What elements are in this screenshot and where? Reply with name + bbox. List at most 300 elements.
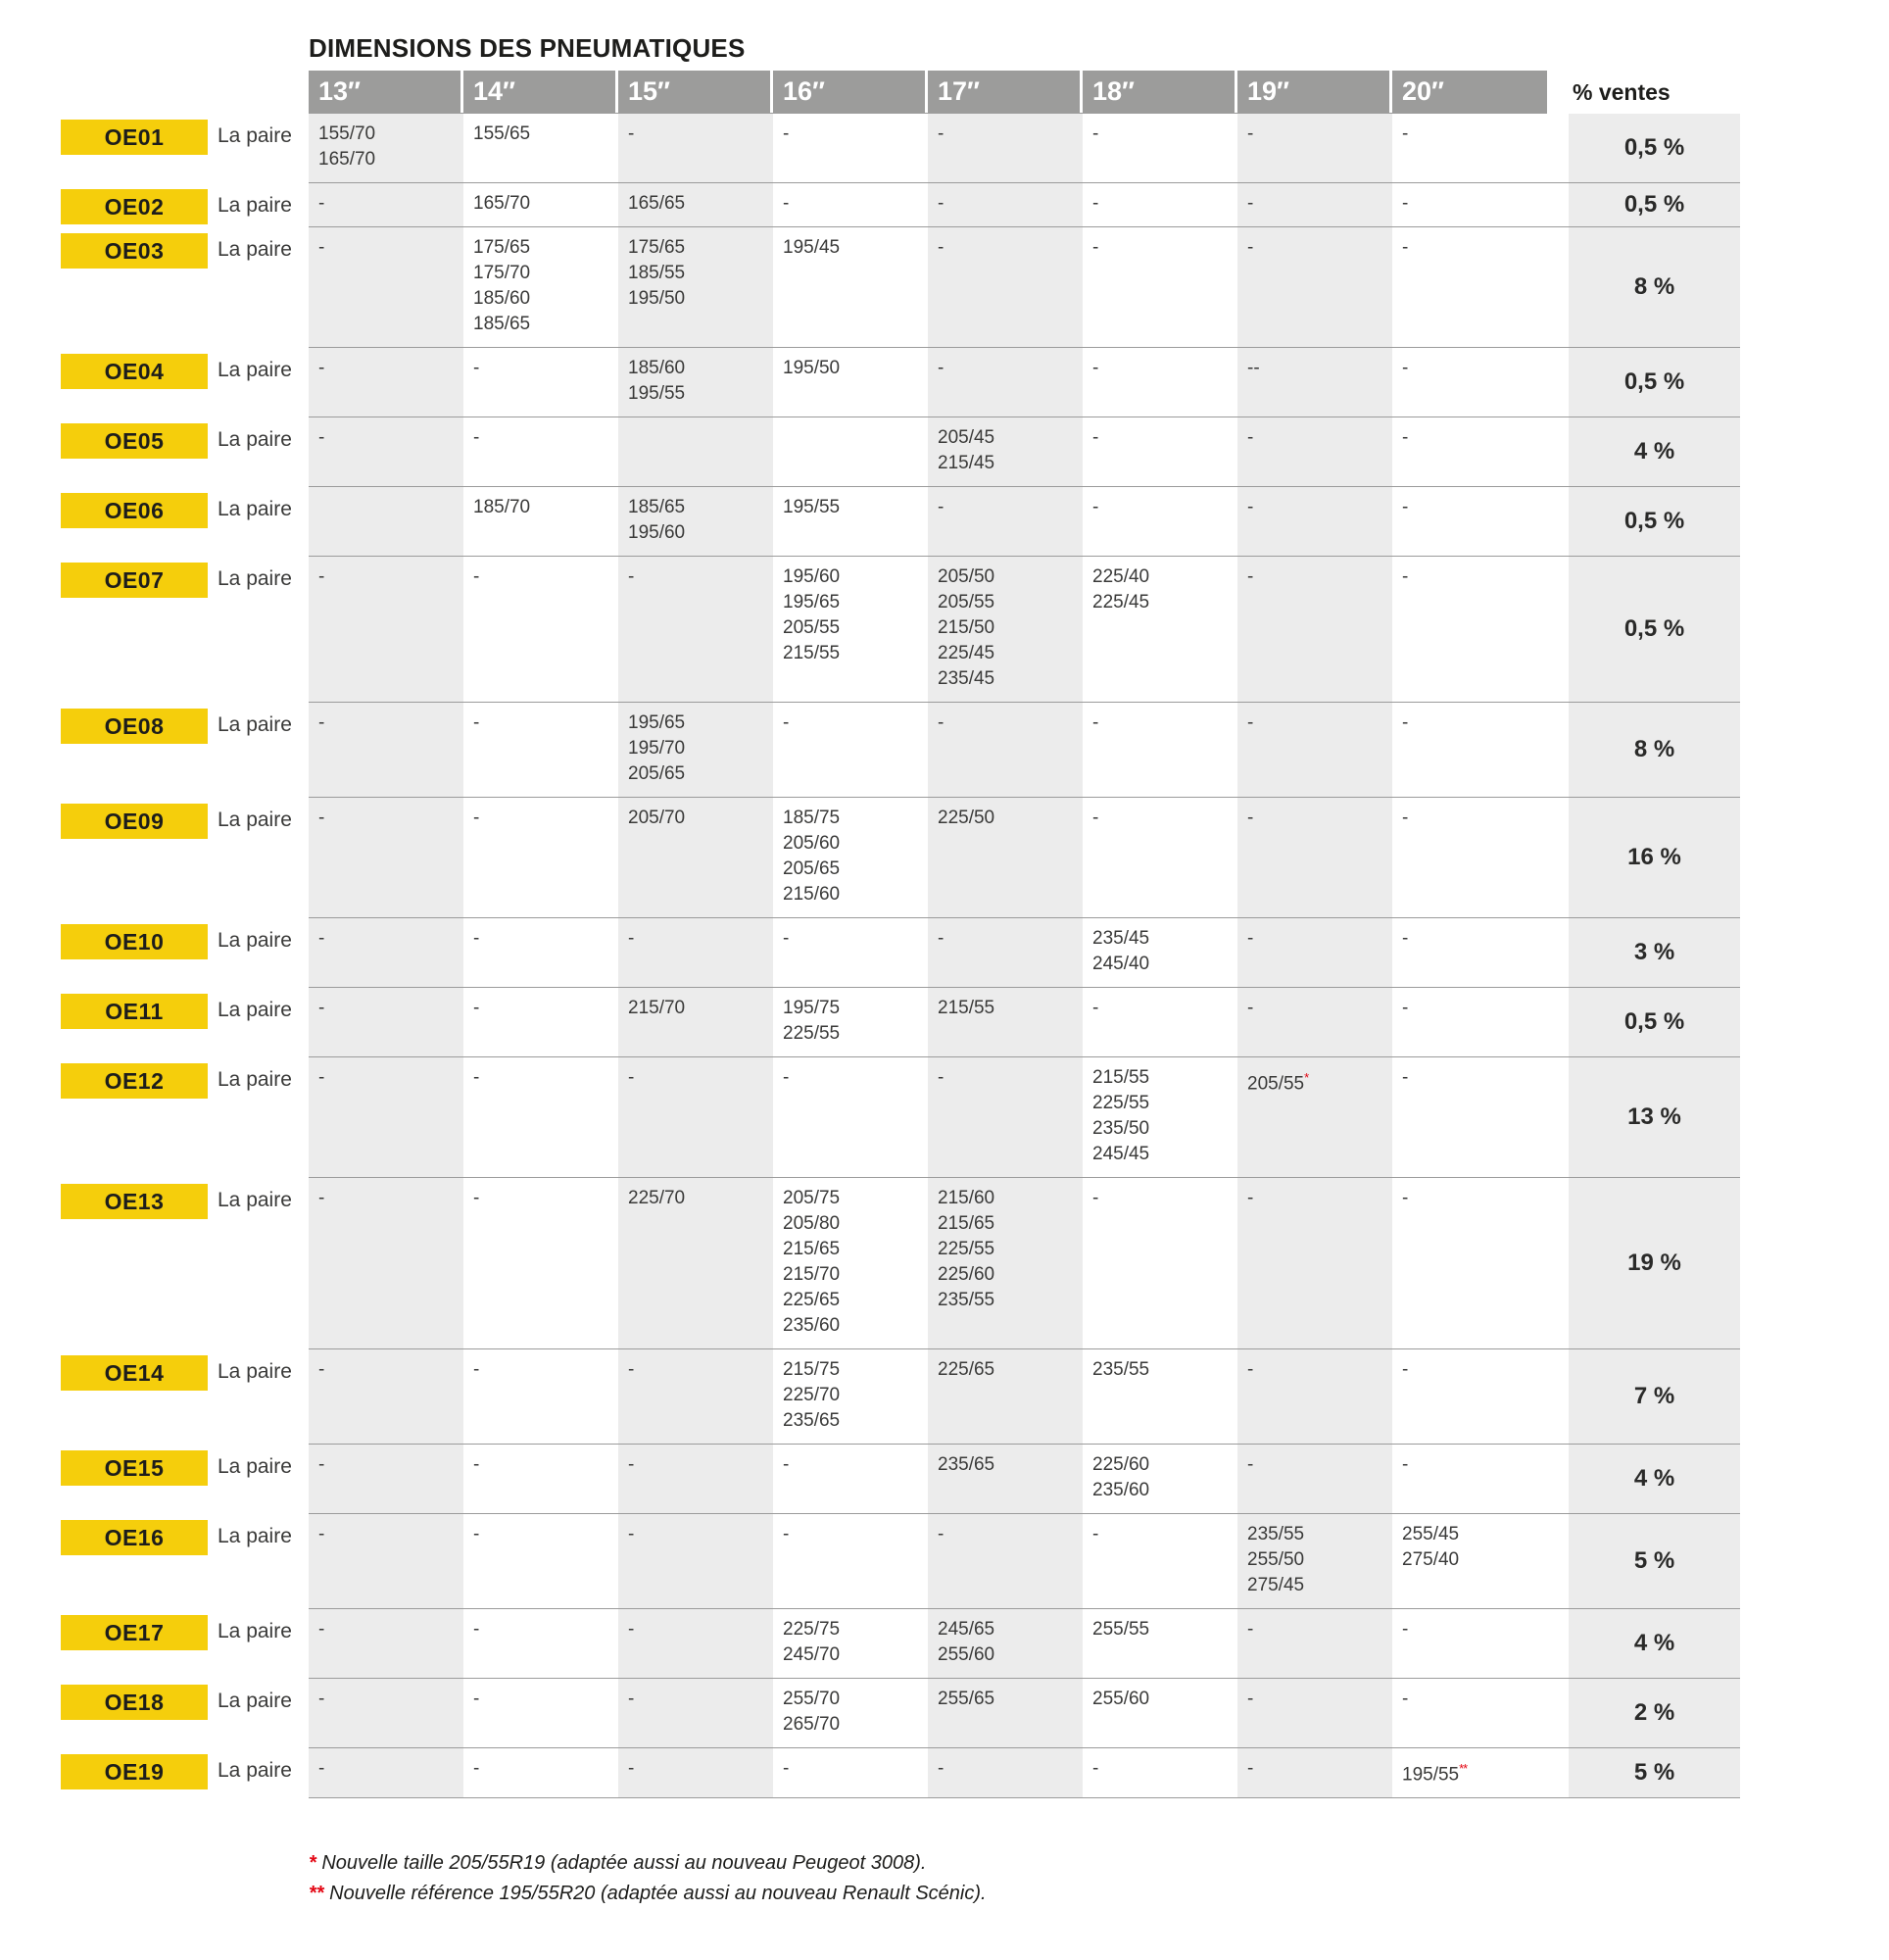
tyre-size-value: -: [473, 808, 480, 828]
size-cell-15in: [618, 1445, 773, 1513]
unit-label: La paire: [218, 359, 292, 381]
tyre-size-value: -: [938, 1758, 944, 1779]
tyre-size-value: -: [473, 1067, 480, 1088]
size-cell-14in: [463, 1349, 618, 1444]
row-code-badge: OE08: [61, 709, 208, 744]
tyre-size-value: -: [473, 1454, 480, 1475]
tyre-size-value: --: [1247, 358, 1260, 378]
size-cell-18in: [1083, 703, 1237, 797]
tyre-size-value: 205/75: [783, 1188, 841, 1208]
size-column-headers: [309, 71, 1547, 114]
unit-label: La paire: [218, 1690, 292, 1712]
tyre-size-value: -: [1402, 1454, 1409, 1475]
table-row: [61, 487, 1740, 557]
size-cell-19in: [1237, 703, 1392, 797]
sales-percentage-cell: 8 %: [1569, 703, 1740, 797]
footnote: [309, 1848, 987, 1879]
sales-percentage-cell: 4 %: [1569, 417, 1740, 486]
tyre-size-value: 235/65: [783, 1410, 841, 1431]
size-cell-15in: [618, 114, 773, 182]
row-label-zone: [61, 417, 309, 487]
row-column-gap: [1547, 1514, 1569, 1608]
table-row: [61, 918, 1740, 988]
tyre-size-value: -: [783, 712, 790, 733]
size-cell-17in: [928, 1178, 1083, 1348]
tyre-size-value: -: [938, 712, 944, 733]
size-cell-18in: [1083, 1057, 1237, 1177]
size-cell-18in: [1083, 114, 1237, 182]
tyre-size-value: -: [628, 1067, 635, 1088]
size-cell-20in: [1392, 1445, 1547, 1513]
tyre-size-value: 195/50: [628, 288, 686, 309]
unit-label: La paire: [218, 1759, 292, 1782]
column-header-18in: 18″: [1083, 71, 1237, 113]
tyre-size-value: -: [1247, 1619, 1254, 1640]
tyre-size-value: 235/65: [938, 1454, 995, 1475]
row-code-badge: OE15: [61, 1450, 208, 1486]
tyre-size-value: -: [318, 237, 325, 258]
size-cell-14in: [463, 557, 618, 702]
sales-percentage-cell: 13 %: [1569, 1057, 1740, 1177]
footnote-marker: **: [309, 1883, 330, 1904]
tyre-size-value: 175/70: [473, 263, 531, 283]
tyre-size-value: 195/75: [783, 998, 841, 1018]
row-body: [309, 798, 1740, 918]
size-cell-16in: [773, 557, 928, 702]
tyre-size-value: 205/50: [938, 566, 995, 587]
tyre-size-value: 215/60: [783, 884, 841, 905]
tyre-size-value: 205/65: [783, 858, 841, 879]
row-label-zone: [61, 227, 309, 348]
size-cell-20in: [1392, 703, 1547, 797]
tyre-size-value: 255/50: [1247, 1549, 1305, 1570]
tyre-size-value: -: [1247, 712, 1254, 733]
size-cell-15in: [618, 1057, 773, 1177]
size-cell-19in: [1237, 1349, 1392, 1444]
unit-label: La paire: [218, 567, 292, 590]
size-cell-19in: [1237, 557, 1392, 702]
tyre-size-value: 165/65: [628, 193, 686, 214]
sales-percentage-cell: 2 %: [1569, 1679, 1740, 1747]
size-cell-19in: [1237, 183, 1392, 226]
tyre-size-value: 225/45: [938, 643, 995, 663]
tyre-size-value: 185/55: [628, 263, 686, 283]
tyre-size-value: 225/60: [1092, 1454, 1150, 1475]
tyre-size-value: -: [938, 193, 944, 214]
size-cell-20in: [1392, 1514, 1547, 1608]
row-code-badge: OE18: [61, 1685, 208, 1720]
size-cell-19in: [1237, 487, 1392, 556]
sales-percentage-cell: 0,5 %: [1569, 348, 1740, 416]
size-cell-18in: [1083, 1178, 1237, 1348]
row-label-zone: [61, 1349, 309, 1445]
tyre-size-value: -: [783, 193, 790, 214]
size-cell-19in: [1237, 1445, 1392, 1513]
size-cell-20in: [1392, 417, 1547, 486]
row-body: [309, 1445, 1740, 1514]
tyre-size-value: 255/65: [938, 1689, 995, 1709]
tyre-size-value: 205/55: [783, 617, 841, 638]
tyre-size-value: 215/70: [628, 998, 686, 1018]
size-cell-17in: [928, 417, 1083, 486]
size-cell-16in: [773, 348, 928, 416]
size-cell-20in: [1392, 988, 1547, 1056]
tyre-size-value: -: [628, 1359, 635, 1380]
row-column-gap: [1547, 227, 1569, 347]
sales-percentage-cell: 5 %: [1569, 1748, 1740, 1797]
size-cell-17in: [928, 487, 1083, 556]
row-body: [309, 557, 1740, 703]
tyre-size-value: 235/45: [1092, 928, 1150, 949]
tyre-size-value: -: [938, 497, 944, 517]
size-cell-15in: [618, 1609, 773, 1678]
tyre-size-value: -: [1402, 998, 1409, 1018]
sales-percentage-cell: 0,5 %: [1569, 487, 1740, 556]
tyre-size-value: -: [783, 123, 790, 144]
row-column-gap: [1547, 348, 1569, 416]
tyre-size-value: 195/55: [783, 497, 841, 517]
unit-label: La paire: [218, 428, 292, 451]
row-label-zone: [61, 114, 309, 183]
tyre-size-value: -: [318, 566, 325, 587]
tyre-size-value: -: [1247, 427, 1254, 448]
table-row: [61, 1679, 1740, 1748]
tyre-size-value: -: [473, 998, 480, 1018]
tyre-size-value: 205/55: [938, 592, 995, 612]
tyre-size-value: -: [1247, 998, 1254, 1018]
size-cell-18in: [1083, 183, 1237, 226]
size-cell-14in: [463, 348, 618, 416]
size-cell-15in: [618, 703, 773, 797]
size-cell-13in: [309, 1445, 463, 1513]
tyre-size-value: -: [318, 358, 325, 378]
table-row: [61, 1349, 1740, 1445]
size-cell-17in: [928, 798, 1083, 917]
row-column-gap: [1547, 918, 1569, 987]
row-column-gap: [1547, 417, 1569, 486]
page-title: DIMENSIONS DES PNEUMATIQUES: [309, 33, 746, 63]
size-cell-13in: [309, 918, 463, 987]
row-body: [309, 988, 1740, 1057]
size-cell-16in: [773, 703, 928, 797]
size-cell-14in: [463, 1445, 618, 1513]
tyre-size-value: -: [473, 566, 480, 587]
tyre-dimensions-table: [61, 71, 1740, 1798]
tyre-size-value: -: [783, 1454, 790, 1475]
tyre-size-value: 195/50: [783, 358, 841, 378]
tyre-size-value: -: [1402, 1359, 1409, 1380]
tyre-size-value: -: [1092, 358, 1099, 378]
size-cell-15in: [618, 487, 773, 556]
size-cell-17in: [928, 703, 1083, 797]
size-cell-18in: [1083, 1514, 1237, 1608]
size-cell-15in: [618, 557, 773, 702]
row-code-badge: OE01: [61, 120, 208, 155]
tyre-size-value: 175/65: [473, 237, 531, 258]
size-cell-16in: [773, 417, 928, 486]
size-cell-16in: [773, 227, 928, 347]
size-cell-20in: [1392, 1679, 1547, 1747]
footnote-text: Nouvelle taille 205/55R19 (adaptée aussi au nouveau Peugeot 3008).: [321, 1852, 927, 1874]
tyre-size-value: -: [938, 1067, 944, 1088]
row-code-badge: OE13: [61, 1184, 208, 1219]
row-column-gap: [1547, 1748, 1569, 1797]
size-cell-18in: [1083, 1679, 1237, 1747]
tyre-size-value: 225/50: [938, 808, 995, 828]
tyre-size-value: -: [938, 928, 944, 949]
column-header-19in: 19″: [1237, 71, 1392, 113]
tyre-size-value: 225/55: [938, 1239, 995, 1259]
size-cell-13in: [309, 1178, 463, 1348]
size-cell-13in: [309, 1057, 463, 1177]
tyre-size-value: 205/45: [938, 427, 995, 448]
size-cell-19in: [1237, 114, 1392, 182]
size-cell-14in: [463, 227, 618, 347]
tyre-size-value: -: [473, 1359, 480, 1380]
tyre-size-value: 225/45: [1092, 592, 1150, 612]
unit-label: La paire: [218, 124, 292, 147]
size-cell-13in: [309, 487, 463, 556]
size-cell-13in: [309, 1609, 463, 1678]
row-body: [309, 348, 1740, 417]
size-cell-15in: [618, 1178, 773, 1348]
row-body: [309, 1514, 1740, 1609]
tyre-size-value: -: [1247, 928, 1254, 949]
tyre-size-value: 195/45: [783, 237, 841, 258]
tyre-size-value: 215/60: [938, 1188, 995, 1208]
row-column-gap: [1547, 557, 1569, 702]
size-cell-19in: [1237, 1057, 1392, 1177]
tyre-size-value: 215/55: [783, 643, 841, 663]
tyre-size-value: 185/75: [783, 808, 841, 828]
tyre-size-value: -: [1247, 193, 1254, 214]
size-cell-14in: [463, 1609, 618, 1678]
header-column-gap: [1547, 71, 1569, 114]
row-label-zone: [61, 1178, 309, 1349]
size-cell-18in: [1083, 918, 1237, 987]
unit-label: La paire: [218, 498, 292, 520]
unit-label: La paire: [218, 1455, 292, 1478]
table-row: [61, 417, 1740, 487]
footnote: [309, 1879, 987, 1909]
size-cell-17in: [928, 988, 1083, 1056]
tyre-size-value: 225/70: [783, 1385, 841, 1405]
table-row: [61, 114, 1740, 183]
size-cell-14in: [463, 1178, 618, 1348]
size-cell-16in: [773, 1748, 928, 1797]
row-label-zone: [61, 1609, 309, 1679]
tyre-size-value: 185/60: [473, 288, 531, 309]
row-label-zone: [61, 1057, 309, 1178]
tyre-size-value: -: [1092, 1188, 1099, 1208]
size-cell-16in: [773, 487, 928, 556]
row-label-zone: [61, 988, 309, 1057]
row-column-gap: [1547, 183, 1569, 226]
tyre-size-value: -: [1402, 497, 1409, 517]
size-cell-16in: [773, 1349, 928, 1444]
tyre-size-value: 175/65: [628, 237, 686, 258]
tyre-size-value: -: [1402, 928, 1409, 949]
size-cell-14in: [463, 1057, 618, 1177]
size-cell-14in: [463, 114, 618, 182]
size-cell-16in: [773, 1679, 928, 1747]
row-body: [309, 417, 1740, 487]
size-cell-17in: [928, 227, 1083, 347]
size-cell-13in: [309, 1514, 463, 1608]
tyre-size-value: -: [938, 237, 944, 258]
size-cell-18in: [1083, 798, 1237, 917]
tyre-size-value: -: [1402, 123, 1409, 144]
tyre-size-value: -: [318, 1689, 325, 1709]
unit-label: La paire: [218, 1525, 292, 1547]
tyre-size-value: -: [318, 928, 325, 949]
tyre-size-value: -: [1092, 808, 1099, 828]
tyre-size-value: -: [473, 712, 480, 733]
unit-label: La paire: [218, 1068, 292, 1091]
tyre-size-value: 185/65: [473, 314, 531, 334]
size-cell-20in: [1392, 114, 1547, 182]
table-row: [61, 703, 1740, 798]
size-cell-18in: [1083, 227, 1237, 347]
row-label-zone: [61, 1748, 309, 1798]
unit-label: La paire: [218, 929, 292, 952]
tyre-size-value: 235/50: [1092, 1118, 1150, 1139]
tyre-size-value: 225/55: [1092, 1093, 1150, 1113]
size-cell-14in: [463, 417, 618, 486]
tyre-size-value: 265/70: [783, 1714, 841, 1735]
size-cell-14in: [463, 798, 618, 917]
tyre-size-value: 195/65: [628, 712, 686, 733]
tyre-size-value: -: [318, 1359, 325, 1380]
tyre-size-value: 245/65: [938, 1619, 995, 1640]
tyre-size-value: -: [1092, 427, 1099, 448]
tyre-size-value: 225/75: [783, 1619, 841, 1640]
column-header-20in: 20″: [1392, 71, 1547, 113]
tyre-size-value: -: [1092, 1758, 1099, 1779]
size-cell-13in: [309, 988, 463, 1056]
size-cell-19in: [1237, 1609, 1392, 1678]
tyre-size-value: -: [473, 358, 480, 378]
tyre-size-value: -: [1247, 808, 1254, 828]
size-cell-19in: [1237, 1514, 1392, 1608]
table-row: [61, 1445, 1740, 1514]
row-body: [309, 183, 1740, 227]
tyre-size-value: -: [473, 1524, 480, 1544]
table-row: [61, 1748, 1740, 1798]
tyre-size-value: 205/70: [628, 808, 686, 828]
sales-percentage-cell: 7 %: [1569, 1349, 1740, 1444]
row-label-zone: [61, 1514, 309, 1609]
tyre-size-value: 215/65: [938, 1213, 995, 1234]
row-label-zone: [61, 557, 309, 703]
column-header-13in: 13″: [309, 71, 463, 113]
sales-percentage-cell: 0,5 %: [1569, 183, 1740, 226]
tyre-size-value: 235/55: [1092, 1359, 1150, 1380]
tyre-size-value: -: [473, 928, 480, 949]
row-body: [309, 1057, 1740, 1178]
size-cell-14in: [463, 918, 618, 987]
tyre-size-value: 235/55: [1247, 1524, 1305, 1544]
tyre-size-value: -: [1402, 566, 1409, 587]
row-column-gap: [1547, 988, 1569, 1056]
size-cell-18in: [1083, 988, 1237, 1056]
size-cell-19in: [1237, 1748, 1392, 1797]
footnote-marker: *: [309, 1852, 322, 1874]
tyre-size-value: -: [1247, 1359, 1254, 1380]
tyre-size-value: -: [1247, 1454, 1254, 1475]
size-cell-20in: [1392, 918, 1547, 987]
size-cell-20in: [1392, 798, 1547, 917]
tyre-size-value: -: [473, 1689, 480, 1709]
tyre-size-value: 195/60: [628, 522, 686, 543]
row-column-gap: [1547, 703, 1569, 797]
tyre-size-value: -: [318, 193, 325, 214]
tyre-size-value: 195/55**: [1402, 1761, 1468, 1786]
size-cell-15in: [618, 1679, 773, 1747]
sales-percentage-cell: 5 %: [1569, 1514, 1740, 1608]
size-cell-18in: [1083, 1748, 1237, 1797]
size-cell-18in: [1083, 1445, 1237, 1513]
tyre-size-value: 245/45: [1092, 1144, 1150, 1164]
tyre-size-value: -: [1247, 1689, 1254, 1709]
size-cell-15in: [618, 183, 773, 226]
row-body: [309, 1679, 1740, 1748]
row-body: [309, 1178, 1740, 1349]
tyre-size-value: -: [1247, 497, 1254, 517]
tyre-size-value: -: [938, 1524, 944, 1544]
tyre-size-value: -: [318, 808, 325, 828]
sales-percentage-cell: 4 %: [1569, 1609, 1740, 1678]
header-label-spacer: [61, 71, 309, 114]
size-cell-14in: [463, 1679, 618, 1747]
row-body: [309, 227, 1740, 348]
tyre-size-value: -: [1092, 497, 1099, 517]
tyre-size-value: -: [628, 566, 635, 587]
tyre-size-value: 275/40: [1402, 1549, 1460, 1570]
tyre-size-value: 255/60: [1092, 1689, 1150, 1709]
tyre-size-value: -: [938, 123, 944, 144]
tyre-size-value: -: [318, 1619, 325, 1640]
row-code-badge: OE09: [61, 804, 208, 839]
tyre-size-value: -: [783, 1758, 790, 1779]
row-label-zone: [61, 798, 309, 918]
table-row: [61, 798, 1740, 918]
table-row: [61, 1609, 1740, 1679]
tyre-size-value: -: [318, 1188, 325, 1208]
table-row: [61, 1057, 1740, 1178]
sales-percentage-cell: 3 %: [1569, 918, 1740, 987]
tyre-size-value: -: [318, 1758, 325, 1779]
size-cell-19in: [1237, 918, 1392, 987]
size-cell-20in: [1392, 348, 1547, 416]
tyre-size-value: -: [318, 1067, 325, 1088]
tyre-size-value: 185/60: [628, 358, 686, 378]
column-header-15in: 15″: [618, 71, 773, 113]
row-code-badge: OE17: [61, 1615, 208, 1650]
size-cell-19in: [1237, 1178, 1392, 1348]
tyre-size-value: -: [1402, 193, 1409, 214]
size-cell-16in: [773, 988, 928, 1056]
size-cell-20in: [1392, 1748, 1547, 1797]
size-cell-18in: [1083, 557, 1237, 702]
tyre-size-value: -: [783, 1067, 790, 1088]
row-column-gap: [1547, 1445, 1569, 1513]
table-header-row: [61, 71, 1740, 114]
tyre-size-value: -: [1402, 1188, 1409, 1208]
tyre-size-value: -: [1247, 237, 1254, 258]
sales-percentage-cell: 8 %: [1569, 227, 1740, 347]
row-code-badge: OE16: [61, 1520, 208, 1555]
